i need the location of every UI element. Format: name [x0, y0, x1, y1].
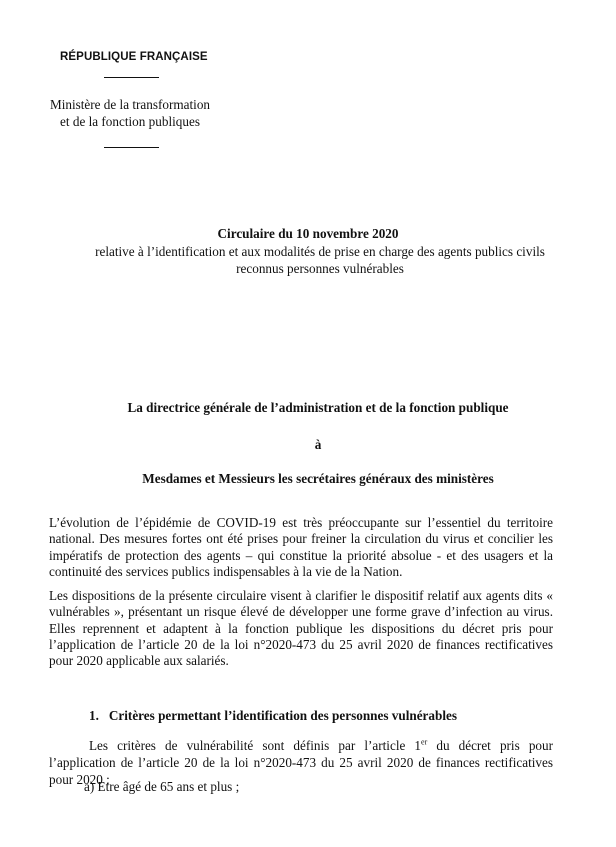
section-1-title: Critères permettant l’identification des personnes vulnérables [108, 708, 457, 723]
paragraph-purpose: Les dispositions de la présente circulaire visent à clarifier le dispositif relatif aux agents dits « vulnérables », présentant un risque élevé de développer une forme grave d’infection au virus. Elles reprennent et adaptent à la fonction publique les dispositions du décret pris pour l’application de l’article 20 de la loi n°2020-473 du 25 avril 2020 de finances rectificatives pour 2020 applicable aux salariés. [49, 588, 553, 669]
criteria-text-start: Les critères de vulnérabilité sont définis par l’article 1 [89, 738, 422, 753]
ministry-name [49, 96, 211, 130]
criteria-superscript: er [421, 737, 428, 747]
paragraph-context: L’évolution de l’épidémie de COVID-19 est très préoccupante sur l’essentiel du territoire national. Des mesures fortes ont été prises pour freiner la circulation du virus et concilier les impératifs de protection des agents – qui constitue la priorité absolue - et des usagers et la continuité des services publics indispensables à la vie de la Nation. [49, 515, 553, 579]
circular-subtitle-line-1: relative à l’identification et aux modalités de prise en charge des agents publics civils [95, 244, 545, 259]
recipients: Mesdames et Messieurs les secrétaires généraux des ministères [142, 471, 494, 486]
ministry-line-1: Ministère de la transformation [49, 97, 211, 112]
ministry-line-2: et de la fonction publiques [60, 114, 200, 129]
section-1-heading [89, 708, 457, 724]
criteria-item-a: a) Etre âgé de 65 ans et plus ; [84, 779, 240, 794]
circular-title: Circulaire du 10 novembre 2020 [217, 226, 399, 241]
header-divider-bottom [104, 147, 159, 148]
section-1-number: 1. [89, 708, 99, 723]
circular-subtitle [80, 243, 560, 277]
circular-subtitle-line-2: reconnus personnes vulnérables [236, 261, 404, 276]
addressing-to-word: à [314, 437, 322, 452]
sender: La directrice générale de l’administration et de la fonction publique [127, 400, 509, 415]
republic-header: RÉPUBLIQUE FRANÇAISE [60, 51, 208, 63]
header-divider-top [104, 77, 159, 78]
criteria-text-end: du décret pris pour l’application de l’article 20 de la loi n°2020-473 du 25 avril 2020 de finances rectificatives pour 2020 : [49, 738, 553, 787]
